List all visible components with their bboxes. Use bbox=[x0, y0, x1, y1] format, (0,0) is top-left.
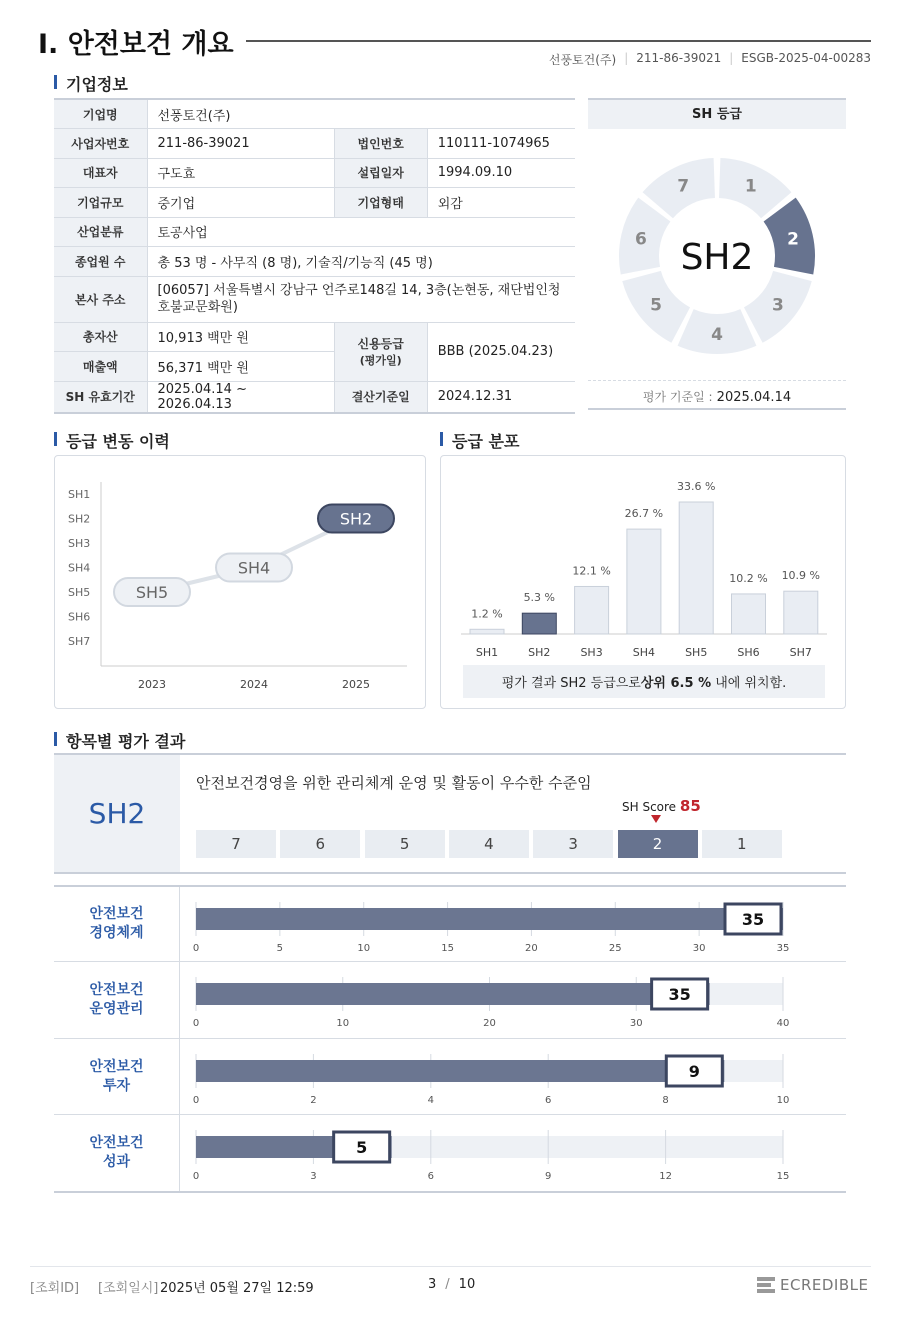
donut-label-5: 5 bbox=[650, 295, 662, 316]
label-type: 기업형태 bbox=[334, 188, 427, 218]
item-tick-label: 9 bbox=[545, 1171, 552, 1182]
item-label: 안전보건 운영관리 bbox=[54, 962, 180, 1038]
donut-label-7: 7 bbox=[677, 176, 690, 197]
history-card bbox=[54, 455, 426, 709]
label-settle: 결산기준일 bbox=[334, 381, 427, 413]
item-bar-chart bbox=[186, 1045, 866, 1115]
item-tick-label: 10 bbox=[336, 1018, 350, 1029]
distribution-card bbox=[440, 455, 846, 709]
item-tick-label: 35 bbox=[776, 943, 790, 954]
grade-panel-divider bbox=[588, 380, 846, 381]
history-y-tick: SH5 bbox=[68, 586, 91, 599]
history-x-tick: 2024 bbox=[240, 678, 268, 691]
label-size: 기업규모 bbox=[54, 188, 147, 218]
distribution-chart bbox=[441, 456, 847, 666]
donut-label-2: 2 bbox=[787, 229, 799, 250]
history-y-tick: SH2 bbox=[68, 512, 91, 526]
value-employees: 총 53 명 - 사무직 (8 명), 기술직/기능직 (45 명) bbox=[147, 247, 575, 277]
value-type: 외감 bbox=[427, 188, 575, 218]
dist-bar-value: 10.2 % bbox=[729, 571, 768, 585]
dist-bar-SH7 bbox=[784, 591, 818, 634]
dist-bar-SH6 bbox=[732, 594, 766, 634]
history-point-label: SH2 bbox=[339, 509, 373, 529]
item-tick-label: 0 bbox=[192, 1018, 200, 1029]
value-founded: 1994.09.10 bbox=[427, 158, 575, 188]
scale-cell-3: 3 bbox=[533, 830, 613, 858]
history-y-tick: SH1 bbox=[68, 488, 91, 501]
distribution-note bbox=[463, 665, 825, 698]
brand-logo bbox=[757, 1276, 868, 1294]
sh-score bbox=[622, 797, 701, 815]
item-tick-label: 6 bbox=[427, 1171, 434, 1182]
header-bizno: 211-86-39021 bbox=[636, 51, 722, 65]
label-employees: 종업원 수 bbox=[54, 247, 147, 277]
value-bizno: 211-86-39021 bbox=[147, 129, 334, 159]
value-industry: 토공사업 bbox=[147, 217, 575, 247]
item-tick-label: 12 bbox=[659, 1171, 672, 1182]
item-tick-label: 0 bbox=[192, 1095, 200, 1106]
item-tick-label: 10 bbox=[357, 943, 371, 954]
value-name: 선풍토건(주) bbox=[147, 99, 575, 129]
grade-donut bbox=[588, 130, 846, 380]
note-suffix: 내에 위치함. bbox=[711, 676, 787, 691]
history-y-tick: SH6 bbox=[68, 610, 91, 624]
grade-panel-title: SH 등급 bbox=[588, 100, 846, 129]
footer-page: 3 bbox=[428, 1277, 437, 1292]
donut-label-4: 4 bbox=[711, 325, 723, 345]
history-x-tick: 2023 bbox=[138, 678, 166, 691]
item-value-label: 35 bbox=[741, 910, 765, 929]
scale-cell-4: 4 bbox=[449, 830, 529, 858]
value-sales: 56,371 백만 원 bbox=[147, 352, 334, 382]
donut-label-1: 1 bbox=[744, 176, 757, 197]
item-tick-label: 30 bbox=[692, 943, 706, 954]
label-name: 기업명 bbox=[54, 99, 147, 129]
items-description: 안전보건경영을 위한 관리체계 운영 및 활동이 우수한 수준임 bbox=[196, 774, 592, 792]
dist-x-tick: SH4 bbox=[632, 646, 656, 659]
label-credit: 신용등급 (평가일) bbox=[334, 322, 427, 381]
scale-cell-5: 5 bbox=[365, 830, 445, 858]
item-bar-chart bbox=[186, 1121, 866, 1191]
item-bar-chart bbox=[186, 893, 866, 963]
footer-pagination bbox=[428, 1277, 475, 1292]
company-info-table bbox=[54, 98, 575, 414]
label-assets: 총자산 bbox=[54, 322, 147, 352]
item-label: 안전보건 성과 bbox=[54, 1115, 180, 1191]
items-grade: SH2 bbox=[54, 755, 180, 872]
item-tick-label: 8 bbox=[662, 1095, 669, 1106]
item-tick-label: 3 bbox=[310, 1171, 317, 1182]
label-address: 본사 주소 bbox=[54, 276, 147, 322]
brand-name: ECREDIBLE bbox=[780, 1276, 869, 1294]
item-row bbox=[54, 1039, 846, 1115]
dist-x-tick: SH7 bbox=[789, 646, 812, 659]
dist-bar-SH1 bbox=[470, 629, 504, 634]
item-tick-label: 6 bbox=[545, 1095, 552, 1106]
donut-center-grade: SH2 bbox=[680, 237, 754, 278]
dist-bar-value: 33.6 % bbox=[676, 480, 716, 493]
history-chart bbox=[55, 456, 427, 710]
item-row bbox=[54, 885, 846, 962]
value-assets: 10,913 백만 원 bbox=[147, 322, 334, 352]
item-label: 안전보건 투자 bbox=[54, 1039, 180, 1114]
footer-time-label: [조회일시] bbox=[98, 1281, 159, 1296]
dist-bar-SH3 bbox=[575, 586, 609, 634]
note-bold: 상위 6.5 % bbox=[640, 676, 712, 691]
page-title: Ⅰ. 안전보건 개요 bbox=[38, 29, 234, 60]
footer-rule bbox=[30, 1266, 871, 1267]
footer-id-label: [조회ID] bbox=[30, 1281, 80, 1296]
item-bar-fill bbox=[196, 908, 783, 930]
item-tick-label: 5 bbox=[276, 943, 284, 954]
eval-date-row bbox=[588, 388, 846, 405]
donut-label-6: 6 bbox=[635, 229, 647, 250]
label-ceo: 대표자 bbox=[54, 158, 147, 188]
item-bar-fill bbox=[196, 1060, 724, 1082]
item-value-label: 35 bbox=[668, 985, 691, 1004]
donut-label-3: 3 bbox=[772, 295, 784, 316]
item-tick-label: 20 bbox=[483, 1018, 496, 1029]
header-company: 선풍토건(주) bbox=[548, 53, 617, 67]
company-section-title: 기업정보 bbox=[54, 72, 128, 95]
item-row bbox=[54, 962, 846, 1039]
history-y-tick: SH7 bbox=[68, 635, 91, 648]
label-corpno: 법인번호 bbox=[334, 129, 427, 159]
title-rule bbox=[246, 40, 871, 42]
history-x-tick: 2025 bbox=[342, 678, 370, 691]
dist-bar-value: 12.1 % bbox=[572, 564, 611, 578]
dist-x-tick: SH1 bbox=[475, 646, 499, 659]
history-point-label: SH5 bbox=[135, 583, 169, 602]
dist-bar-SH2 bbox=[522, 613, 556, 634]
dist-x-tick: SH5 bbox=[685, 646, 708, 659]
item-tick-label: 0 bbox=[192, 1171, 200, 1182]
footer-page-sep: / bbox=[445, 1277, 450, 1292]
label-founded: 설립일자 bbox=[334, 158, 427, 188]
brand-icon bbox=[757, 1277, 775, 1293]
dist-bar-value: 26.7 % bbox=[624, 507, 664, 521]
item-tick-label: 10 bbox=[776, 1095, 790, 1106]
item-tick-label: 4 bbox=[427, 1095, 434, 1106]
label-sales: 매출액 bbox=[54, 352, 147, 382]
item-value-label: 9 bbox=[688, 1062, 700, 1081]
history-y-tick: SH3 bbox=[68, 537, 91, 550]
history-section-title: 등급 변동 이력 bbox=[54, 429, 170, 452]
score-marker-icon bbox=[651, 815, 661, 823]
eval-date-label: 평가 기준일 : bbox=[642, 390, 713, 404]
sh-score-label: SH Score bbox=[622, 800, 677, 814]
item-bar-fill bbox=[196, 983, 710, 1005]
item-tick-label: 2 bbox=[310, 1095, 317, 1106]
item-tick-label: 15 bbox=[776, 1171, 790, 1182]
item-tick-label: 30 bbox=[629, 1018, 643, 1029]
dist-x-tick: SH3 bbox=[580, 646, 603, 659]
item-tick-label: 40 bbox=[776, 1018, 790, 1029]
value-validity: 2025.04.14 ~ 2026.04.13 bbox=[147, 381, 334, 413]
items-section-title: 항목별 평가 결과 bbox=[54, 729, 185, 752]
item-row bbox=[54, 1115, 846, 1193]
eval-date-value: 2025.04.14 bbox=[716, 390, 792, 405]
value-settle: 2024.12.31 bbox=[427, 381, 575, 413]
dist-x-tick: SH6 bbox=[737, 646, 760, 659]
label-validity: SH 유효기간 bbox=[54, 381, 147, 413]
dist-bar-value: 5.3 % bbox=[523, 591, 556, 605]
dist-bar-SH4 bbox=[627, 529, 661, 634]
note-prefix: 평가 결과 SH2 등급으로 bbox=[501, 676, 641, 691]
dist-x-tick: SH2 bbox=[528, 646, 551, 659]
value-ceo: 구도효 bbox=[147, 158, 334, 188]
footer-total: 10 bbox=[458, 1277, 476, 1292]
distribution-section-title: 등급 분포 bbox=[440, 429, 519, 452]
item-value-label: 5 bbox=[356, 1138, 368, 1157]
dist-bar-value: 1.2 % bbox=[471, 607, 503, 621]
history-y-tick: SH4 bbox=[68, 561, 91, 575]
history-point-label: SH4 bbox=[237, 558, 271, 578]
item-label: 안전보건 경영체계 bbox=[54, 887, 180, 961]
dist-bar-value: 10.9 % bbox=[781, 569, 821, 583]
value-address: [06057] 서울특별시 강남구 언주로148길 14, 3층(논현동, 재단법인청호불교문화원) bbox=[147, 276, 575, 322]
item-bar-chart bbox=[186, 968, 866, 1038]
dist-bar-SH5 bbox=[679, 502, 713, 634]
value-credit: BBB (2025.04.23) bbox=[427, 322, 575, 381]
value-corpno: 110111-1074965 bbox=[427, 129, 575, 159]
item-tick-label: 15 bbox=[441, 943, 454, 954]
scale-cell-1: 1 bbox=[702, 830, 782, 858]
scale-cell-6: 6 bbox=[280, 830, 360, 858]
scale-cell-2: 2 bbox=[618, 830, 698, 858]
item-tick-label: 25 bbox=[608, 943, 622, 954]
item-tick-label: 0 bbox=[192, 943, 200, 954]
sh-score-value: 85 bbox=[679, 797, 701, 815]
scale-cell-7: 7 bbox=[196, 830, 276, 858]
value-size: 중기업 bbox=[147, 188, 334, 218]
header-meta: 선풍토건(주) | 211-86-39021 | ESGB-2025-04-00283 bbox=[548, 51, 871, 67]
footer-time: 2025년 05월 27일 12:59 bbox=[160, 1281, 314, 1296]
grade-panel bbox=[588, 98, 846, 410]
label-industry: 산업분류 bbox=[54, 217, 147, 247]
header-docno: ESGB-2025-04-00283 bbox=[741, 51, 871, 65]
item-tick-label: 20 bbox=[525, 943, 538, 954]
label-bizno: 사업자번호 bbox=[54, 129, 147, 159]
